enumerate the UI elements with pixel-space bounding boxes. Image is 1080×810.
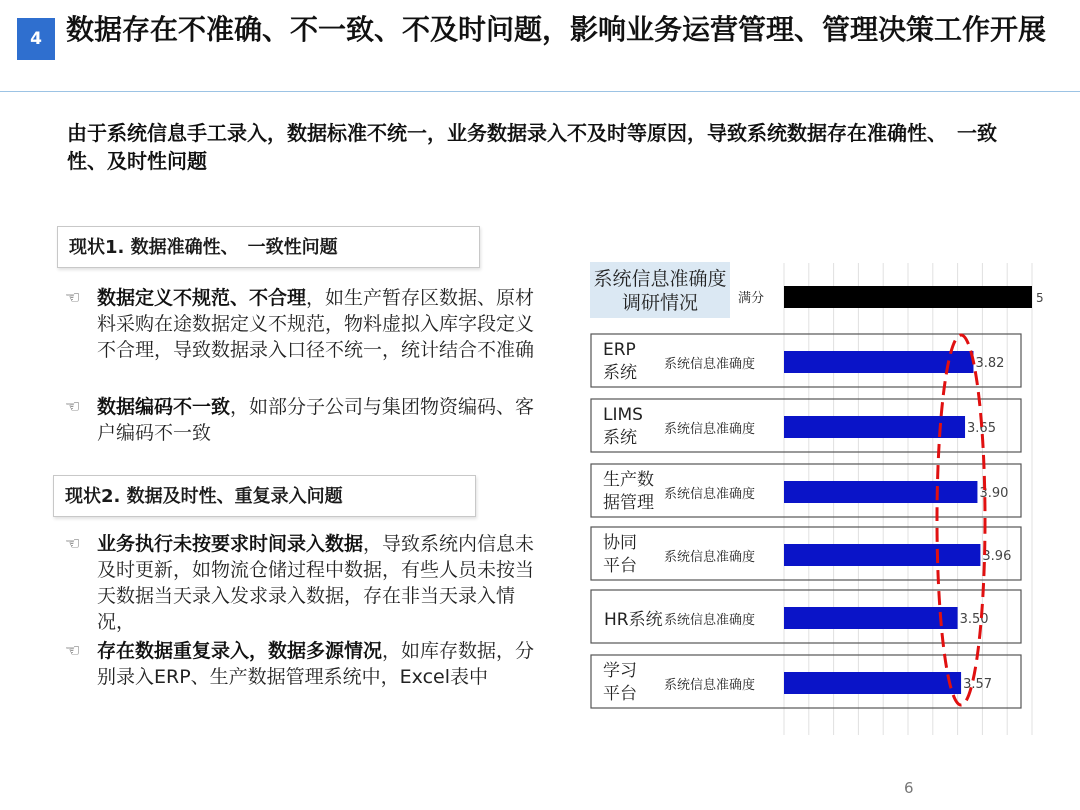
pointing-hand-icon: ☜ — [65, 397, 81, 417]
chart-title: 系统信息准确度调研情况 — [590, 262, 730, 318]
value-bar — [784, 416, 965, 438]
reference-bar — [784, 286, 1032, 308]
bullet-bold: 业务执行未按要求时间录入数据 — [97, 533, 364, 555]
bullet-bold: 数据定义不规范、不合理 — [97, 287, 307, 309]
category-label: 平台 — [603, 556, 637, 576]
value-label: 3.90 — [979, 486, 1009, 501]
slide-number-badge: 4 — [17, 18, 55, 60]
value-label: 3.82 — [975, 356, 1005, 371]
section2-heading: 现状2. 数据及时性、重复录入问题 — [53, 475, 476, 517]
bullet-bold: 数据编码不一致 — [97, 396, 231, 418]
category-label: 学习 — [603, 661, 637, 681]
category-label: ERP — [603, 340, 636, 360]
value-bar — [784, 544, 980, 566]
series-label: 系统信息准确度 — [664, 487, 756, 502]
value-label: 3.50 — [959, 612, 989, 627]
value-bar — [784, 481, 977, 503]
section1-heading: 现状1. 数据准确性、 一致性问题 — [57, 226, 480, 268]
value-bar — [784, 607, 958, 629]
slide-subtitle: 由于系统信息手工录入，数据标准不统一，业务数据录入不及时等原因，导致系统数据存在准确性、 一致性、及时性问题 — [67, 121, 997, 173]
category-label: HR系统 — [604, 610, 663, 630]
reference-label: 满分 — [738, 291, 765, 306]
bullet-text: ，导致系统内信息未及时更新，如物流仓储过程中数据，有些人员未按当天数据当天录入发求录入数据，存在非当天录入情况， — [97, 533, 535, 633]
pointing-hand-icon: ☜ — [65, 641, 81, 661]
highlight-ellipse — [937, 335, 985, 705]
series-label: 系统信息准确度 — [664, 422, 756, 437]
category-label: 系统 — [603, 363, 637, 383]
reference-value-label: 5 — [1036, 291, 1044, 305]
slide-title: 数据存在不准确、不一致、不及时问题，影响业务运营管理、管理决策工作开展 — [66, 13, 1047, 46]
category-label: 生产数 — [603, 470, 654, 490]
bullet-text: ，如生产暂存区数据、原材料采购在途数据定义不规范，物料虚拟入库字段定义不合理，导致数据录入口径不统一，统计结合不准确 — [97, 287, 535, 361]
bullet-bold: 存在数据重复录入，数据多源情况 — [97, 640, 383, 662]
bullet-text: ，如部分子公司与集团物资编码、客户编码不一致 — [97, 396, 535, 444]
series-label: 系统信息准确度 — [664, 613, 756, 628]
value-bar — [784, 672, 961, 694]
pointing-hand-icon: ☜ — [65, 288, 81, 308]
value-label: 3.57 — [963, 677, 993, 692]
category-label: 平台 — [603, 684, 637, 704]
bullet-text: ，如库存数据，分别录入ERP、生产数据管理系统中，Excel表中 — [97, 640, 535, 688]
value-bar — [784, 351, 973, 373]
value-label: 3.65 — [967, 421, 996, 436]
category-label: 据管理 — [603, 493, 654, 513]
category-label: LIMS — [603, 405, 643, 425]
series-label: 系统信息准确度 — [664, 678, 756, 693]
value-label: 3.96 — [982, 549, 1012, 564]
category-label: 系统 — [603, 428, 637, 448]
page-number: 6 — [904, 779, 914, 797]
series-label: 系统信息准确度 — [664, 357, 756, 372]
pointing-hand-icon: ☜ — [65, 534, 81, 554]
series-label: 系统信息准确度 — [664, 550, 756, 565]
category-label: 协同 — [603, 533, 637, 553]
